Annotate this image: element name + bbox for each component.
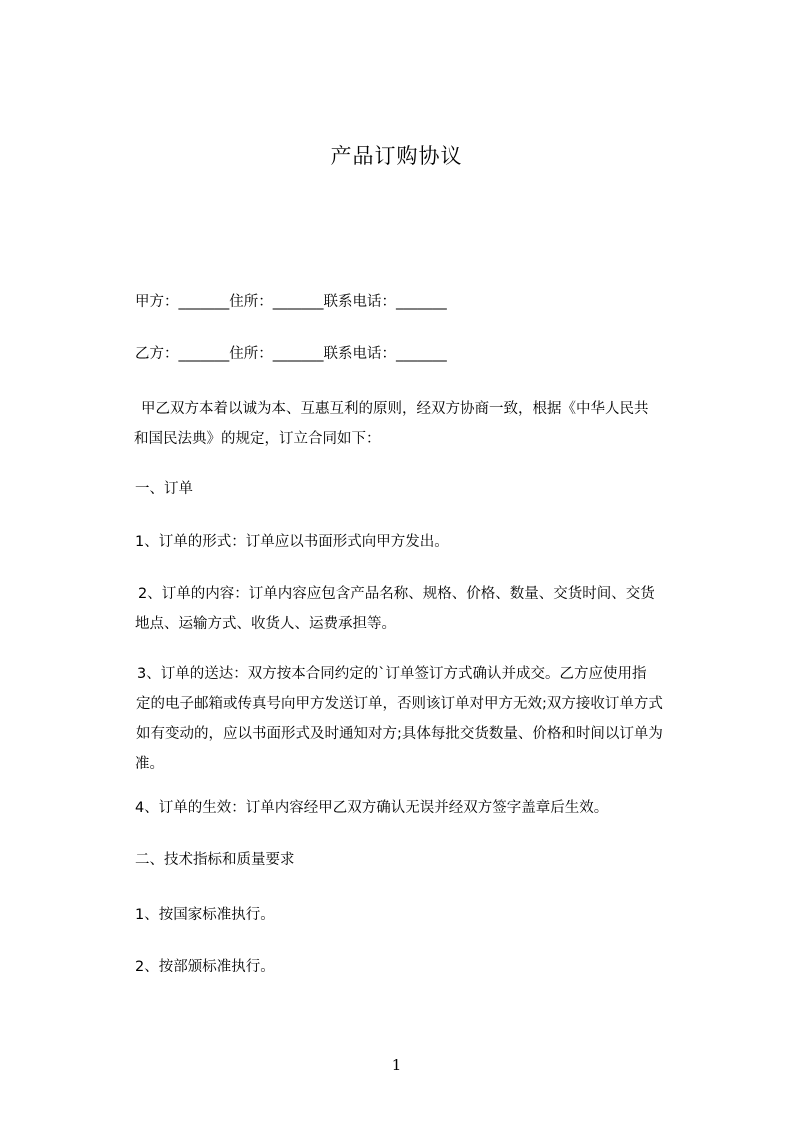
order-form-clause: 1、订单的形式：订单应以书面形式向甲方发出。 <box>135 534 449 550</box>
order-delivery-line-4: 准。 <box>135 756 164 772</box>
page-number: 1 <box>391 1056 402 1074</box>
preamble-line-1: 甲乙双方本着以诚为本、互惠互利的原则，经双方协商一致，根据《中华人民共 <box>141 401 649 417</box>
order-delivery-clause <box>137 659 717 779</box>
order-content-clause <box>135 579 718 639</box>
national-standard-clause: 1、按国家标准执行。 <box>135 907 275 923</box>
section-2-heading: 二、技术指标和质量要求 <box>135 852 295 868</box>
ministry-standard-clause: 2、按部颁标准执行。 <box>135 959 275 975</box>
order-content-line-2: 地点、运输方式、收货人、运费承担等。 <box>135 616 396 632</box>
preamble-line-2: 和国民法典》的规定，订立合同如下： <box>134 431 381 447</box>
document-title: 产品订购协议 <box>330 144 463 168</box>
preamble-paragraph <box>134 394 721 454</box>
party-a-line: 甲方：_______住所：_______联系电话：_______ <box>135 294 447 310</box>
party-b-line: 乙方：_______住所：_______联系电话：_______ <box>135 346 447 362</box>
order-effect-clause: 4、订单的生效：订单内容经甲乙双方确认无误并经双方签字盖章后生效。 <box>135 800 609 816</box>
order-delivery-line-2: 定的电子邮箱或传真号向甲方发送订单，否则该订单对甲方无效;双方接收订单方式 <box>136 696 663 712</box>
order-content-line-1: 2、订单的内容：订单内容应包含产品名称、规格、价格、数量、交货时间、交货 <box>138 586 655 602</box>
order-delivery-line-1: 3、订单的送达：双方按本合同约定的`订单签订方式确认并成交。乙方应使用指 <box>137 666 647 682</box>
section-1-heading: 一、订单 <box>135 481 193 497</box>
order-delivery-line-3: 如有变动的，应以书面形式及时通知对方;具体每批交货数量、价格和时间以订单为 <box>136 726 663 742</box>
